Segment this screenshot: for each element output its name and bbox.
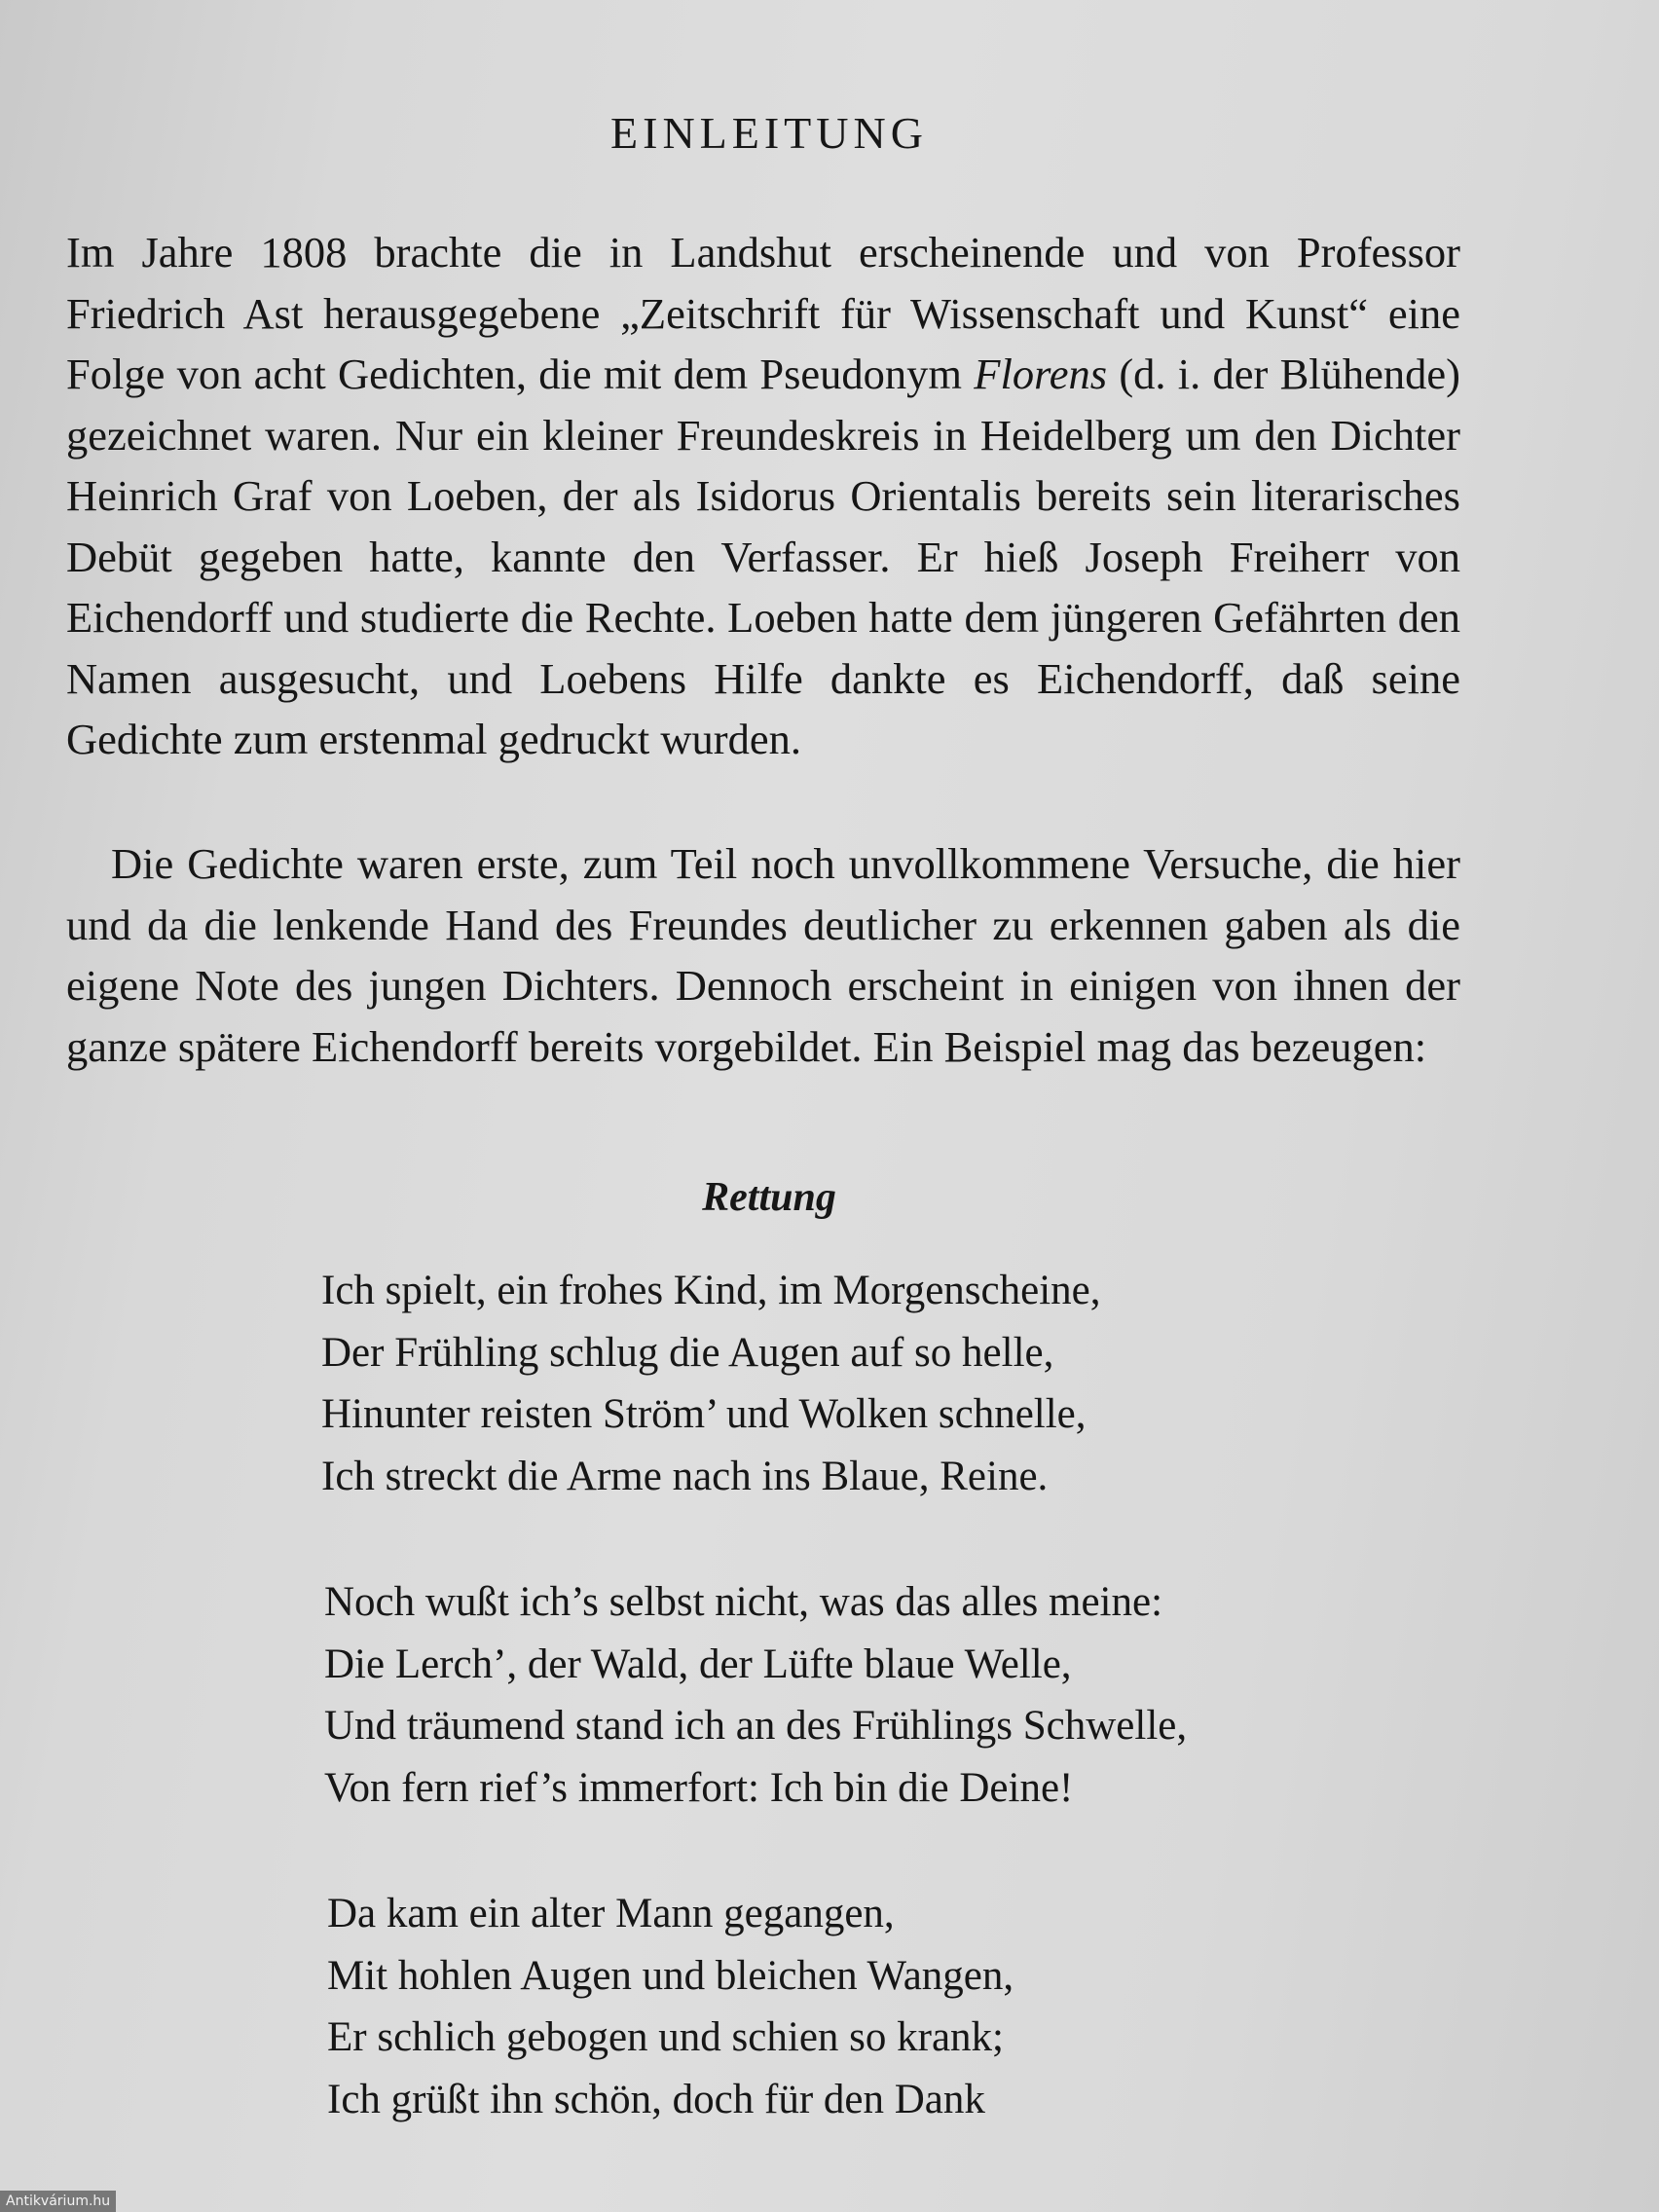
- poem-line: Hinunter reisten Ström’ und Wolken schnelle,: [321, 1391, 1087, 1437]
- poem-line: Ich spielt, ein frohes Kind, im Morgenscheine,: [321, 1268, 1101, 1313]
- paragraph-1-start: Im Jahre 1808 brachte die in Landshut erscheinende und von Professor Friedrich Ast herausgegebene „Zeitschrift für Wissenschaft und Kunst“ eine Folge von acht Gedichten, die mit dem Pseudonym: [66, 228, 1460, 398]
- poem-line: Noch wußt ich’s selbst nicht, was das alles meine:: [324, 1579, 1163, 1625]
- site-watermark: Antikvárium.hu: [0, 2191, 116, 2212]
- poem-stanza-3: [327, 1883, 1014, 2130]
- poem-line: Da kam ein alter Mann gegangen,: [327, 1891, 895, 1936]
- poem-line: Von fern rief’s immerfort: Ich bin die Deine!: [324, 1764, 1074, 1811]
- poem-line: Und träumend stand ich an des Frühlings Schwelle,: [324, 1703, 1188, 1749]
- poem-stanza-1: [321, 1260, 1101, 1507]
- poem-line: Er schlich gebogen und schien so krank;: [327, 2014, 1004, 2060]
- paragraph-1: [66, 222, 1460, 770]
- poem-line: Ich streckt die Arme nach ins Blaue, Reine.: [321, 1453, 1049, 1499]
- poem-line: Die Lerch’, der Wald, der Lüfte blaue Welle,: [324, 1641, 1072, 1687]
- paragraph-1-rest: (d. i. der Blühende) gezeichnet waren. Nur ein kleiner Freundeskreis in Heidelberg um den Dichter Heinrich Graf von Loeben, der als Isidorus Orientalis bereits sein literarisches Debüt gegeben hatte, kannte den Verfasser. Er hieß Joseph Freiherr von Eichendorff und studierte die Rechte. Loeben hatte dem jüngeren Gefährten den Namen ausgesucht, und Loebens Hilfe dankte es Eichendorff, daß seine Gedichte zum erstenmal gedruckt wurden.: [66, 350, 1460, 763]
- chapter-title: EINLEITUNG: [610, 108, 928, 158]
- poem-line: Mit hohlen Augen und bleichen Wangen,: [327, 1952, 1014, 1999]
- poem-line: Der Frühling schlug die Augen auf so helle,: [321, 1329, 1054, 1376]
- poem-title: Rettung: [702, 1175, 836, 1220]
- paragraph-2: Die Gedichte waren erste, zum Teil noch unvollkommene Versuche, die hier und da die lenkende Hand des Freundes deutlicher zu erkennen gaben als die eigene Note des jungen Dichters. Dennoch erscheint in einigen von ihnen der ganze spätere Eichendorff bereits vorgebildet. Ein Beispiel mag das bezeugen:: [66, 839, 1460, 1071]
- poem-line: Ich grüßt ihn schön, doch für den Dank: [327, 2076, 985, 2122]
- poem-stanza-2: [324, 1571, 1187, 1819]
- pseudonym-florens: Florens: [974, 350, 1108, 398]
